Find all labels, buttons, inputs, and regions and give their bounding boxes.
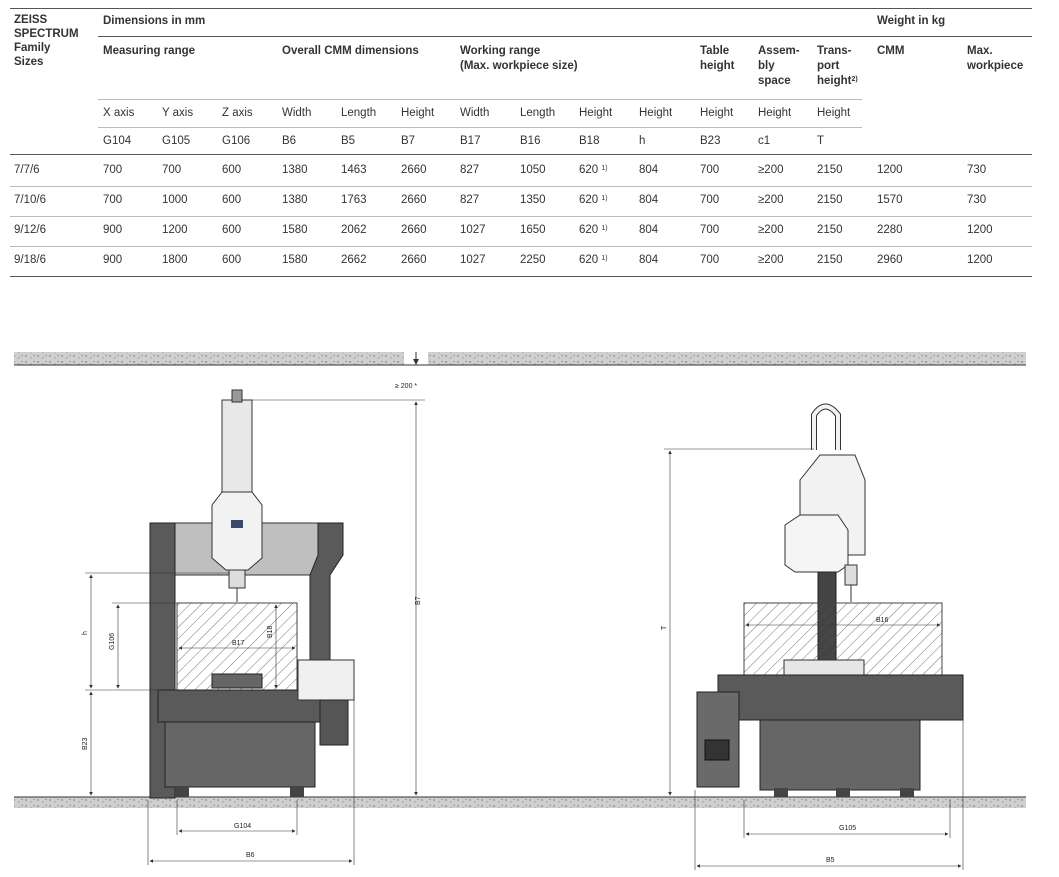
cmm-weight-header: CMM: [877, 45, 905, 57]
foot-right: [290, 787, 304, 797]
table-cell: 1027: [460, 254, 486, 266]
granite-table-side: [718, 675, 963, 720]
table-height-header: Table height: [700, 45, 735, 72]
row-divider: [10, 186, 1032, 187]
table-cell: 700: [700, 194, 720, 206]
g106-label: G106: [109, 632, 116, 650]
table-cell: 1027: [460, 224, 486, 236]
table-cell: 1800: [162, 254, 188, 266]
controller-leg: [320, 700, 348, 745]
column-label: Height: [758, 107, 792, 119]
ram-top: [232, 390, 242, 402]
column-code: B7: [401, 135, 416, 147]
column-label: Width: [282, 107, 312, 119]
g104-label: G104: [234, 823, 252, 830]
overall-dimensions-header: Overall CMM dimensions: [282, 45, 419, 57]
column-label: Y axis: [162, 107, 194, 119]
table-cell: 620 $^{1)}$: [579, 224, 608, 236]
table-cell: 1200: [967, 224, 993, 236]
zeiss-badge: [231, 520, 243, 528]
row-divider: [10, 246, 1032, 247]
table-cell: 2280: [877, 224, 903, 236]
column-code: G106: [222, 135, 251, 147]
table-cell: 700: [103, 194, 123, 206]
table-cell: 620 $^{1)}$: [579, 254, 608, 266]
header-subrule: [98, 36, 1032, 37]
table-cell: 2660: [401, 224, 427, 236]
controller-screen: [705, 740, 729, 760]
table-cell: 620 $^{1)}$: [579, 164, 608, 176]
table-cell: 2150: [817, 194, 843, 206]
base-frame-side: [760, 720, 920, 790]
table-cell: 1380: [282, 194, 308, 206]
ceiling-clearance-label: ≥ 200 *: [395, 383, 418, 390]
side-carriage: [785, 515, 848, 572]
table-cell: 1350: [520, 194, 546, 206]
table-cell: 1200: [162, 224, 188, 236]
t-label: T: [661, 625, 668, 630]
column-code: B17: [460, 135, 481, 147]
column-label: Height: [700, 107, 734, 119]
b6-label: B6: [246, 852, 255, 859]
table-cell: 1580: [282, 254, 308, 266]
measuring-range-header: Measuring range: [103, 45, 196, 57]
table-cell: 600: [222, 164, 242, 176]
column-code: B18: [579, 135, 600, 147]
max-workpiece-header: Max. workpiece: [967, 45, 1024, 72]
table-cell: 600: [222, 194, 242, 206]
ceiling-left: [14, 352, 404, 365]
column-label: Height: [579, 107, 613, 119]
table-cell: 700: [162, 164, 182, 176]
table-cell: ≥200: [758, 164, 784, 176]
table-cell: 1380: [282, 164, 308, 176]
controller-box: [298, 660, 354, 700]
ceiling-right: [428, 352, 1026, 365]
body-top-rule: [10, 154, 1032, 155]
table-cell: 1763: [341, 194, 367, 206]
family-header: ZEISS SPECTRUM Family Sizes: [14, 14, 79, 68]
table-cell: 804: [639, 224, 659, 236]
table-cell: 1580: [282, 224, 308, 236]
table-cell: 2150: [817, 254, 843, 266]
row-size-label: 9/18/6: [14, 254, 46, 266]
b16-label: B16: [876, 617, 889, 624]
table-cell: ≥200: [758, 194, 784, 206]
front-view-machine: [150, 390, 354, 798]
table-cell: 2250: [520, 254, 546, 266]
table-cell: 2660: [401, 194, 427, 206]
table-cell: ≥200: [758, 254, 784, 266]
table-cell: 2062: [341, 224, 367, 236]
foot-left: [175, 787, 189, 797]
table-cell: 1200: [967, 254, 993, 266]
column-label: Width: [460, 107, 490, 119]
table-cell: 827: [460, 164, 480, 176]
column-label: Z axis: [222, 107, 253, 119]
b5-label: B5: [826, 857, 835, 864]
assembly-space-header: Assem- bly space: [758, 45, 800, 87]
side-probe: [845, 565, 857, 585]
table-cell: 700: [700, 164, 720, 176]
fixture: [212, 674, 262, 688]
dimensions-header: Dimensions in mm: [103, 15, 206, 27]
table-cell: 900: [103, 254, 123, 266]
column-code: T: [817, 135, 825, 147]
table-cell: 700: [700, 224, 720, 236]
column-code: B16: [520, 135, 541, 147]
column-code: B6: [282, 135, 297, 147]
b17-label: B17: [232, 640, 245, 647]
base-frame-front: [165, 722, 315, 787]
b18-label: B18: [267, 625, 274, 638]
table-cell: 900: [103, 224, 123, 236]
weight-header: Weight in kg: [877, 15, 946, 27]
codes-rule: [98, 127, 862, 128]
column-code: B5: [341, 135, 356, 147]
table-top-rule: [10, 8, 1032, 9]
table-cell: 2150: [817, 164, 843, 176]
b7-label: B7: [415, 596, 422, 605]
table-cell: 1200: [877, 164, 903, 176]
table-cell: 2662: [341, 254, 367, 266]
table-cell: 827: [460, 194, 480, 206]
h-label: h: [82, 631, 89, 635]
table-bottom-rule: [10, 276, 1032, 277]
column-code: G105: [162, 135, 191, 147]
probe-head: [229, 570, 245, 588]
table-cell: 1570: [877, 194, 903, 206]
column-code: B23: [700, 135, 721, 147]
table-cell: 1050: [520, 164, 546, 176]
column-code: G104: [103, 135, 132, 147]
column-label: Length: [520, 107, 556, 119]
row-size-label: 9/12/6: [14, 224, 46, 236]
column-label: Length: [341, 107, 377, 119]
row-divider: [10, 216, 1032, 217]
column-label: Height: [817, 107, 851, 119]
column-label: Height: [639, 107, 673, 119]
column-code: h: [639, 135, 646, 147]
table-cell: 600: [222, 224, 242, 236]
table-cell: 1000: [162, 194, 188, 206]
labels-rule: [98, 99, 862, 100]
table-cell: 2660: [401, 254, 427, 266]
table-cell: ≥200: [758, 224, 784, 236]
floor: [14, 797, 1026, 808]
table-cell: 2960: [877, 254, 903, 266]
row-size-label: 7/10/6: [14, 194, 46, 206]
cmm-drawing: [0, 330, 1059, 877]
b23-label: B23: [82, 737, 89, 750]
table-cell: 600: [222, 254, 242, 266]
table-cell: 804: [639, 194, 659, 206]
side-view-machine: [697, 407, 963, 798]
table-cell: 730: [967, 164, 987, 176]
table-cell: 1463: [341, 164, 367, 176]
g105-label: G105: [839, 825, 857, 832]
working-range-header: Working range (Max. workpiece size): [460, 45, 578, 72]
table-cell: 804: [639, 254, 659, 266]
column-label: Height: [401, 107, 435, 119]
column-code: c1: [758, 135, 771, 147]
table-cell: 730: [967, 194, 987, 206]
table-cell: 2660: [401, 164, 427, 176]
table-cell: 804: [639, 164, 659, 176]
row-size-label: 7/7/6: [14, 164, 40, 176]
table-cell: 1650: [520, 224, 546, 236]
table-cell: 2150: [817, 224, 843, 236]
transport-height-header: Trans- port height$^{2)}$: [817, 45, 858, 87]
column-label: X axis: [103, 107, 135, 119]
table-cell: 700: [103, 164, 123, 176]
carriage: [212, 492, 262, 570]
table-cell: 700: [700, 254, 720, 266]
table-cell: 620 $^{1)}$: [579, 194, 608, 206]
